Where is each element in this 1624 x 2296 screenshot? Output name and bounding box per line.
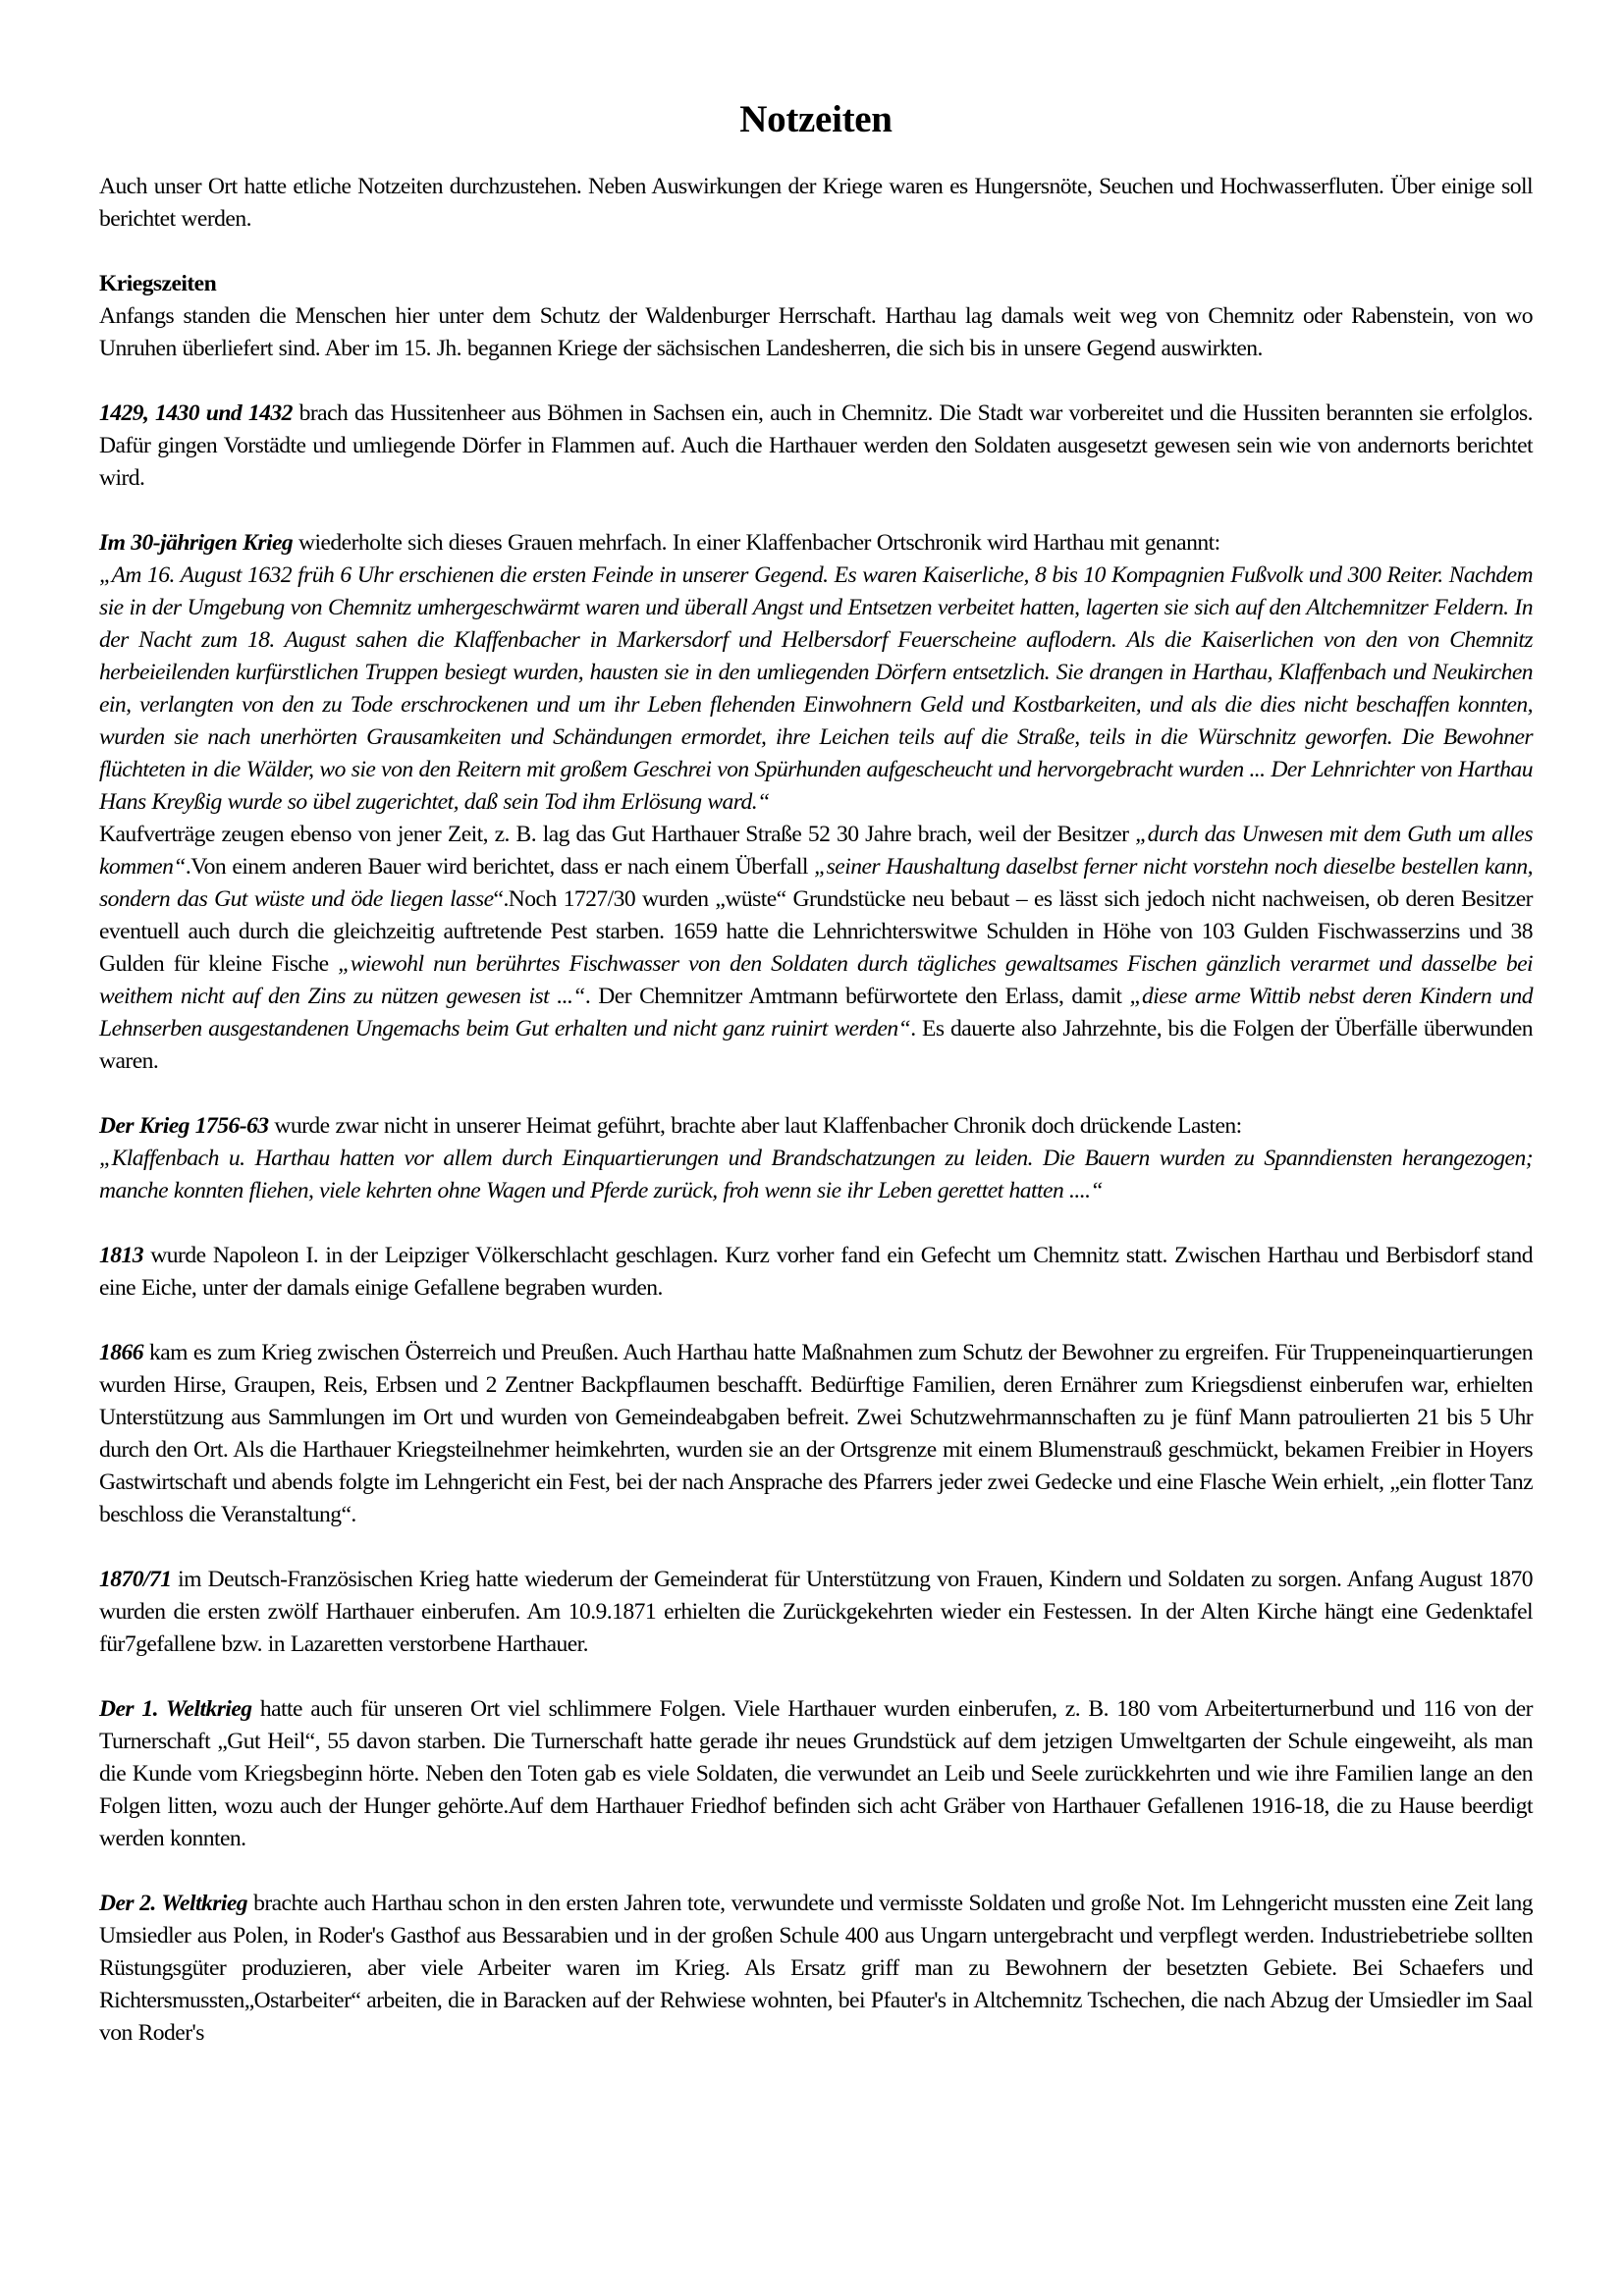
section-heading: Kriegszeiten [99, 271, 217, 296]
paragraph-text: hatte auch für unseren Ort viel schlimmere Folgen. Viele Harthauer wurden einberufen, z. B. 180 vom Arbeiterturnerbund und 116 von der Turnerschaft „Gut Heil“, 55 davon starben. Die Turnerschaft hatte gerade ihr neues Grundstück auf dem jetzigen Umweltgarten der Schule eingeweiht, als man die Kunde vom Kriegsbeginn hörte. Neben den Toten gab es viele Soldaten, die verwundet an Leib und Seele zurückkehrten und wie ihre Familien lange an den Folgen litten, wozu auch der Hunger gehörte.Auf dem Harthauer Friedhof befinden sich acht Gräber von Harthauer Gefallenen 1916-18, die zu Hause beerdigt werden konnten. [99, 1696, 1533, 1851]
paragraph-text: im Deutsch-Französischen Krieg hatte wiederum der Gemeinderat für Unterstützung von Frauen, Kindern und Soldaten zu sorgen. Anfang August 1870 wurden die ersten zwölf Harthauer einberufen. Am 10.9.1871 erhielten die Zurückgekehrten wieder ein Festessen. In der Alten Kirche hängt eine Gedenktafel für7gefallene bzw. in Lazaretten verstorbene Harthauer. [99, 1567, 1533, 1657]
paragraph-text: Kaufverträge zeugen ebenso von jener Zeit, z. B. lag das Gut Harthauer Straße 52 30 Jahre brach, weil der Besitzer [99, 822, 1136, 847]
paragraph-1870-71 [99, 1564, 1533, 1661]
inline-quote: „durch das Unwesen mit dem Guth um alles kommen“ [99, 822, 1533, 880]
paragraph-text: .Von einem anderen Bauer wird berichtet, dass er nach einem Überfall [185, 854, 815, 880]
paragraph-text: wurde zwar nicht in unserer Heimat geführt, brachte aber laut Klaffenbacher Chronik doch drückende Lasten: [268, 1113, 1242, 1139]
paragraph-lead: Der 1. Weltkrieg [99, 1696, 252, 1722]
paragraph-text: brachte auch Harthau schon in den ersten Jahren tote, verwundete und vermisste Soldaten und große Not. Im Lehngericht mussten eine Zeit lang Umsiedler aus Polen, in Roder's Gasthof aus Bessarabien und in der großen Schule 400 aus Ungarn untergebracht und verpflegt werden. Industriebetriebe sollten Rüstungsgüter produzieren, aber viele Arbeiter waren im Krieg. Als Ersatz griff man zu Bewohnern der besetzten Gebiete. Bei Schaefers und Richtersmussten„Ostarbeiter“ arbeiten, die in Baracken auf der Rehwiese wohnten, bei Pfauter's in Altchemnitz Tschechen, die nach Abzug der Umsiedler im Saal von Roder's [99, 1891, 1533, 2046]
paragraph-1813 [99, 1240, 1533, 1305]
paragraph-spacer [99, 1855, 1533, 1888]
inline-quote: „wiewohl nun berührtes Fischwasser von den Soldaten durch tägliches gewaltsames Fischen gänzlich verarmet und dasselbe bei weithem nicht auf den Zins zu nützen gewesen ist ...“ [99, 951, 1534, 1009]
paragraph-text: . Der Chemnitzer Amtmann befürwortete den Erlass, damit [584, 984, 1130, 1009]
paragraph-lead: 1429, 1430 und 1432 [99, 400, 293, 426]
paragraph-spacer [99, 495, 1533, 527]
paragraph-lead: 1866 [99, 1340, 143, 1365]
paragraph-spacer [99, 1661, 1533, 1693]
paragraph-text: . Es dauerte also Jahrzehnte, bis die Folgen der Überfälle überwunden waren. [99, 1016, 1533, 1074]
paragraph-kaufvertraege [99, 819, 1533, 1078]
paragraph-spacer [99, 365, 1533, 398]
paragraph-krieg-1756 [99, 1110, 1533, 1143]
inline-quote: „diese arme Wittib nebst deren Kindern und Lehnserben ausgestandenen Ungemachs beim Gut erhalten und nicht ganz ruinirt werden“ [99, 984, 1534, 1041]
paragraph-spacer [99, 1305, 1533, 1337]
inline-quote: „seiner Haushaltung daselbst ferner nicht vorstehn noch dieselbe bestellen kann, sondern das Gut wüste und öde liegen lasse [99, 854, 1533, 912]
paragraph-text: brach das Hussitenheer aus Böhmen in Sachsen ein, auch in Chemnitz. Die Stadt war vorbereitet und die Hussiten berannten sie erfolglos. Dafür gingen Vorstädte und umliegende Dörfer in Flammen auf. Auch die Harthauer werden den Soldaten ausgesetzt gewesen sein wie von andernorts berichtet wird. [99, 400, 1534, 491]
paragraph-text: “.Noch 1727/30 wurden „wüste“ Grundstücke neu bebaut – es lässt sich jedoch nicht nachweisen, ob deren Besitzer eventuell auch durch die gleichzeitig auftretende Pest starben. 1659 hatte die Lehnrichterswitwe Schulden in Höhe von 103 Gulden Fischwasserzins und 38 Gulden für kleine Fische [99, 886, 1533, 977]
paragraph-weltkrieg-2 [99, 1888, 1533, 2050]
section-intro-paragraph: Anfangs standen die Menschen hier unter dem Schutz der Waldenburger Herrschaft. Harthau lag damals weit weg von Chemnitz oder Rabenstein, von wo Unruhen überliefert sind. Aber im 15. Jh. begannen Kriege der sächsischen Landesherren, die sich bis in unsere Gegend auswirkten. [99, 303, 1533, 361]
paragraph-lead: 1870/71 [99, 1567, 172, 1592]
paragraph-text: wiederholte sich dieses Grauen mehrfach. In einer Klaffenbacher Ortschronik wird Harthau mit genannt: [293, 530, 1220, 556]
paragraph-lead: Der 2. Weltkrieg [99, 1891, 248, 1916]
paragraph-lead: Im 30-jährigen Krieg [99, 530, 294, 556]
chronicle-quote: „Klaffenbach u. Harthau hatten vor allem durch Einquartierungen und Brandschatzungen zu leiden. Die Bauern wurden zu Spanndiensten herangezogen; manche konnten fliehen, viele kehrten ohne Wagen und Pferde zurück, froh wenn sie ihr Leben gerettet hatten ....“ [99, 1146, 1533, 1203]
paragraph-spacer [99, 1531, 1533, 1564]
paragraph-hussiten [99, 398, 1533, 495]
intro-paragraph: Auch unser Ort hatte etliche Notzeiten durchzustehen. Neben Auswirkungen der Kriege waren es Hungersnöte, Seuchen und Hochwasserfluten. Über einige soll berichtet werden. [99, 174, 1533, 232]
paragraph-lead: Der Krieg 1756-63 [99, 1113, 269, 1139]
chronicle-quote: „Am 16. August 1632 früh 6 Uhr erschienen die ersten Feinde in unserer Gegend. Es waren Kaiserliche, 8 bis 10 Kompagnien Fußvolk und 300 Reiter. Nachdem sie in der Umgebung von Chemnitz umhergeschwärmt waren und überall Angst und Entsetzen verbeitet hatten, lagerten sie sich auf den Altchemnitzer Feldern. In der Nacht zum 18. August sahen die Klaffenbacher in Markersdorf und Helbersdorf Feuerscheine auflodern. Als die Kaiserlichen von den von Chemnitz herbeieilenden kurfürstlichen Truppen besiegt wurden, hausten sie in den umliegenden Dörfern entsetzlich. Sie drangen in Harthau, Klaffenbach und Neukirchen ein, verlangten von den zu Tode erschrockenen und um ihr Leben flehenden Einwohnern Geld und Kostbarkeiten, und als die dies nicht beschaffen konnten, wurden sie nach unerhörten Grausamkeiten und Schändungen ermordet, ihre Leichen teils auf die Straße, teils in die Würschnitz geworfen. Die Bewohner flüchteten in die Wälder, wo sie von den Reitern mit großem Geschrei von Spürhunden aufgescheucht und hervorgebracht wurden ... Der Lehnrichter von Harthau Hans Kreyßig wurde so übel zugerichtet, daß sein Tod ihm Erlösung ward.“ [99, 562, 1533, 815]
document-page [99, 98, 1533, 2050]
paragraph-spacer [99, 236, 1533, 268]
paragraph-weltkrieg-1 [99, 1693, 1533, 1855]
paragraph-1866 [99, 1337, 1533, 1531]
page-title: Notzeiten [739, 98, 893, 140]
paragraph-spacer [99, 1078, 1533, 1110]
paragraph-text: kam es zum Krieg zwischen Österreich und Preußen. Auch Harthau hatte Maßnahmen zum Schutz der Bewohner zu ergreifen. Für Truppeneinquartierungen wurden Hirse, Graupen, Reis, Erbsen und 2 Zentner Backpflaumen beschafft. Bedürftige Familien, deren Ernährer zum Kriegsdienst einberufen war, erhielten Unterstützung aus Sammlungen im Ort und wurden von Gemeindeabgaben befreit. Zwei Schutzwehrmannschaften zu je fünf Mann patroulierten 21 bis 5 Uhr durch den Ort. Als die Harthauer Kriegsteilnehmer heimkehrten, wurden sie an der Ortsgrenze mit einem Blumenstrauß geschmückt, bekamen Freibier in Hoyers Gastwirtschaft und abends folgte im Lehngericht ein Fest, bei der nach Ansprache des Pfarrers jeder zwei Gedecke und eine Flasche Wein erhielt, „ein flotter Tanz beschloss die Veranstaltung“. [99, 1340, 1533, 1527]
paragraph-30-jaehriger-krieg [99, 527, 1533, 560]
paragraph-spacer [99, 1207, 1533, 1240]
paragraph-lead: 1813 [99, 1243, 143, 1268]
paragraph-text: wurde Napoleon I. in der Leipziger Völkerschlacht geschlagen. Kurz vorher fand ein Gefecht um Chemnitz statt. Zwischen Harthau und Berbisdorf stand eine Eiche, unter der damals einige Gefallene begraben wurden. [99, 1243, 1533, 1301]
